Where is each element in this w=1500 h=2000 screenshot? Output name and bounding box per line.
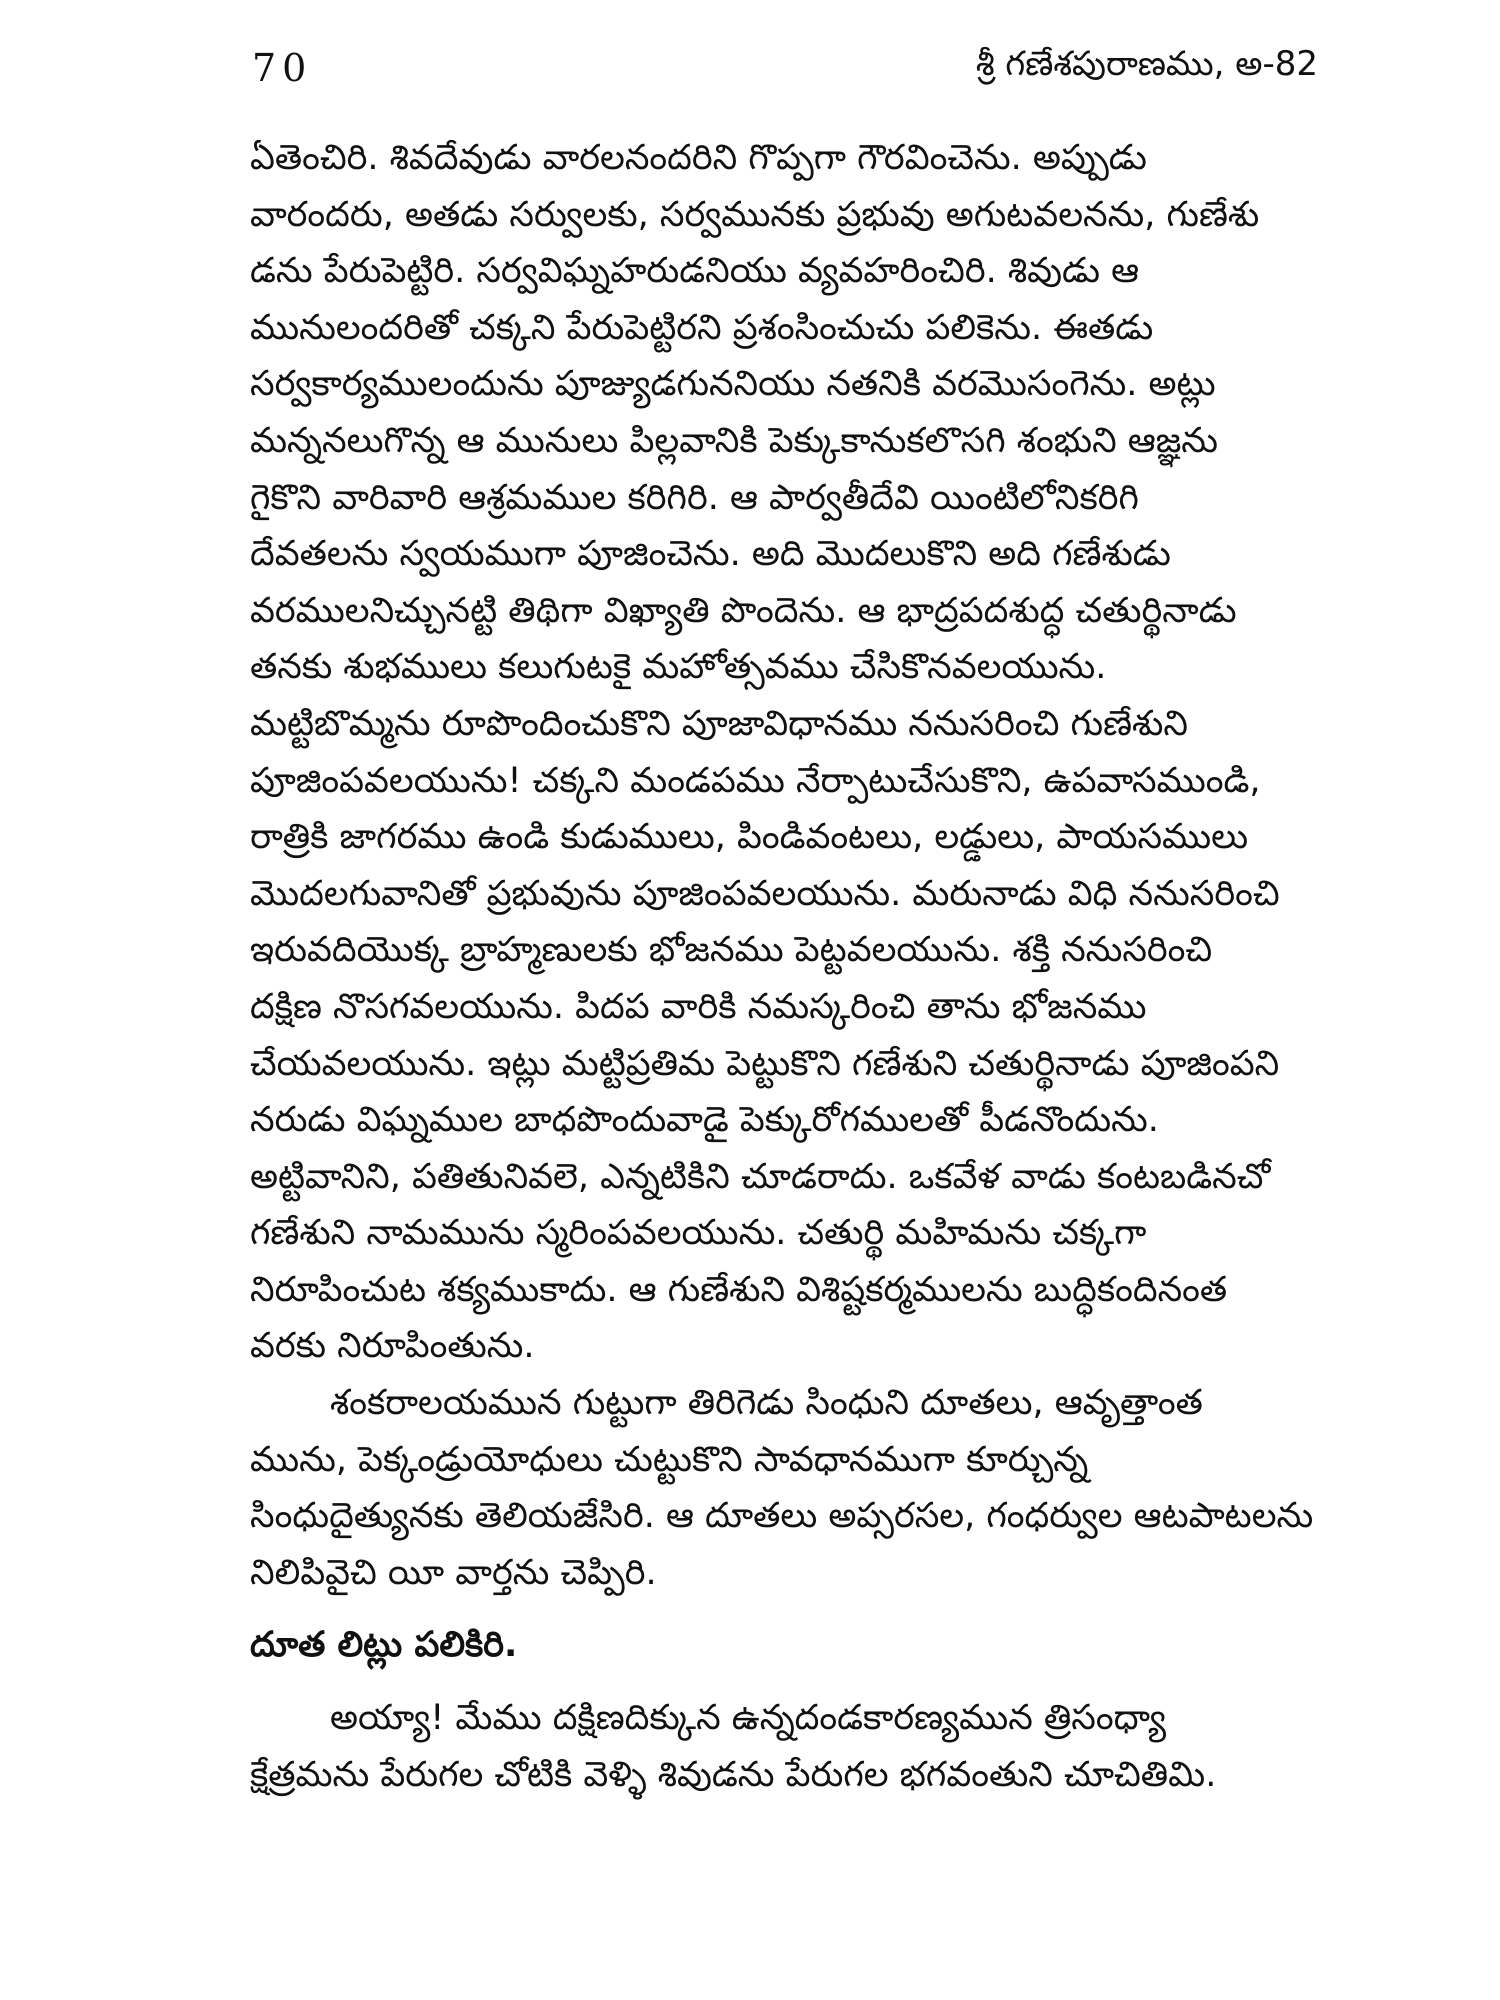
text-line: మొదలగువానితో ప్రభువును పూజింపవలయును. మరునాడు విధి ననుసరించి <box>250 873 1280 914</box>
text-line: మన్ననలుగొన్న ఆ మునులు పిల్లవానికి పెక్కుకానుకలొసగి శంభుని ఆజ్ఞను <box>250 420 1218 461</box>
text-line: క్షేత్రమను పేరుగల చోటికి వెళ్ళి శివుడను పేరుగల భగవంతుని చూచితిమి. <box>250 1754 1217 1795</box>
text-line: పూజింపవలయును! చక్కని మండపము నేర్పాటుచేసుకొని, ఉపవాసముండి, <box>250 760 1261 801</box>
text-line: చేయవలయును. ఇట్లు మట్టిప్రతిమ పెట్టుకొని గణేశుని చతుర్థినాడు పూజింపని <box>250 1043 1280 1084</box>
text-line: సర్వకార్యములందును పూజ్యుడగుననియు నతనికి వరమొసంగెను. అట్లు <box>250 364 1216 405</box>
text-line: మట్టిబొమ్మను రూపొందించుకొని పూజావిధానము ననుసరించి గుణేశుని <box>250 703 1188 744</box>
text-line: శంకరాలయమున గుట్టుగా తిరిగెడు సింధుని దూతలు, ఆవృత్తాంత <box>330 1383 1203 1424</box>
text-line: వరకు నిరూపింతును. <box>250 1326 535 1367</box>
text-line: నిలిపివైచి యీ వార్తను చెప్పిరి. <box>250 1552 657 1593</box>
text-line: ఇరువదియొక్క బ్రాహ్మణులకు భోజనము పెట్టవలయును. శక్తి ననుసరించి <box>250 930 1213 971</box>
text-line: గణేశుని నామమును స్మరింపవలయును. చతుర్థి మహిమను చక్కగా <box>250 1213 1147 1254</box>
text-line: దేవతలను స్వయముగా పూజించెను. అది మొదలుకొని అది గణేశుడు <box>250 534 1171 575</box>
paragraph-3 <box>250 1690 1320 1803</box>
section-heading: దూత లిట్లు పలికిరి. <box>250 1625 518 1666</box>
text-line: మును, పెక్కండ్రుయోధులు చుట్టుకొని సావధానముగా కూర్చున్న <box>250 1439 1089 1480</box>
body-text <box>250 130 1320 1803</box>
text-line: డను పేరుపెట్టిరి. సర్వవిఘ్నహరుడనియు వ్యవహరించిరి. శివుడు ఆ <box>250 251 1140 292</box>
text-line: మునులందరితో చక్కని పేరుపెట్టిరని ప్రశంసించుచు పలికెను. ఈతడు <box>250 307 1154 348</box>
text-line: వరములనిచ్చునట్టి తిథిగా విఖ్యాతి పొందెను. ఆ భాద్రపదశుద్ధ చతుర్థినాడు <box>250 590 1237 631</box>
text-line: సింధుదైత్యునకు తెలియజేసిరి. ఆ దూతలు అప్సరసల, గంధర్వుల ఆటపాటలను <box>250 1496 1314 1537</box>
text-line: రాత్రికి జాగరము ఉండి కుడుములు, పిండివంటలు, లడ్డులు, పాయసములు <box>250 817 1249 858</box>
page-header <box>238 40 1318 100</box>
text-line: ఏతెంచిరి. శివదేవుడు వారలనందరిని గొప్పగా గౌరవించెను. అప్పుడు <box>250 138 1147 178</box>
text-line: అట్టివానిని, పతితునివలె, ఎన్నటికిని చూడరాదు. ఒకవేళ వాడు కంటబడినచో <box>250 1156 1271 1197</box>
paragraph-2 <box>250 1375 1320 1601</box>
text-line: అయ్యా! మేము దక్షిణదిక్కున ఉన్నదండకారణ్యమున త్రిసంధ్యా <box>330 1698 1167 1739</box>
text-line: గైకొని వారివారి ఆశ్రమముల కరిగిరి. ఆ పార్వతీదేవి యింటిలోనికరిగి <box>250 477 1139 518</box>
text-line: తనకు శుభములు కలుగుటకై మహోత్సవము చేసికొనవలయును. <box>250 647 1107 688</box>
page-number: 70 <box>252 46 313 90</box>
text-line: వారందరు, అతడు సర్వులకు, సర్వమునకు ప్రభువు అగుటవలనను, గుణేశు <box>250 194 1260 235</box>
paragraph-1 <box>250 130 1320 1375</box>
text-line: నరుడు విఘ్నముల బాధపొందువాడై పెక్కురోగములతో పీడనొందును. <box>250 1100 1159 1141</box>
running-title: శ్రీ గణేశపురాణము, అ-82 <box>975 44 1318 84</box>
text-line: దక్షిణ నొసగవలయును. పిదప వారికి నమస్కరించి తాను భోజనము <box>250 986 1147 1027</box>
text-line: నిరూపించుట శక్యముకాదు. ఆ గుణేశుని విశిష్టకర్మములను బుద్ధికందినంత <box>250 1269 1228 1310</box>
